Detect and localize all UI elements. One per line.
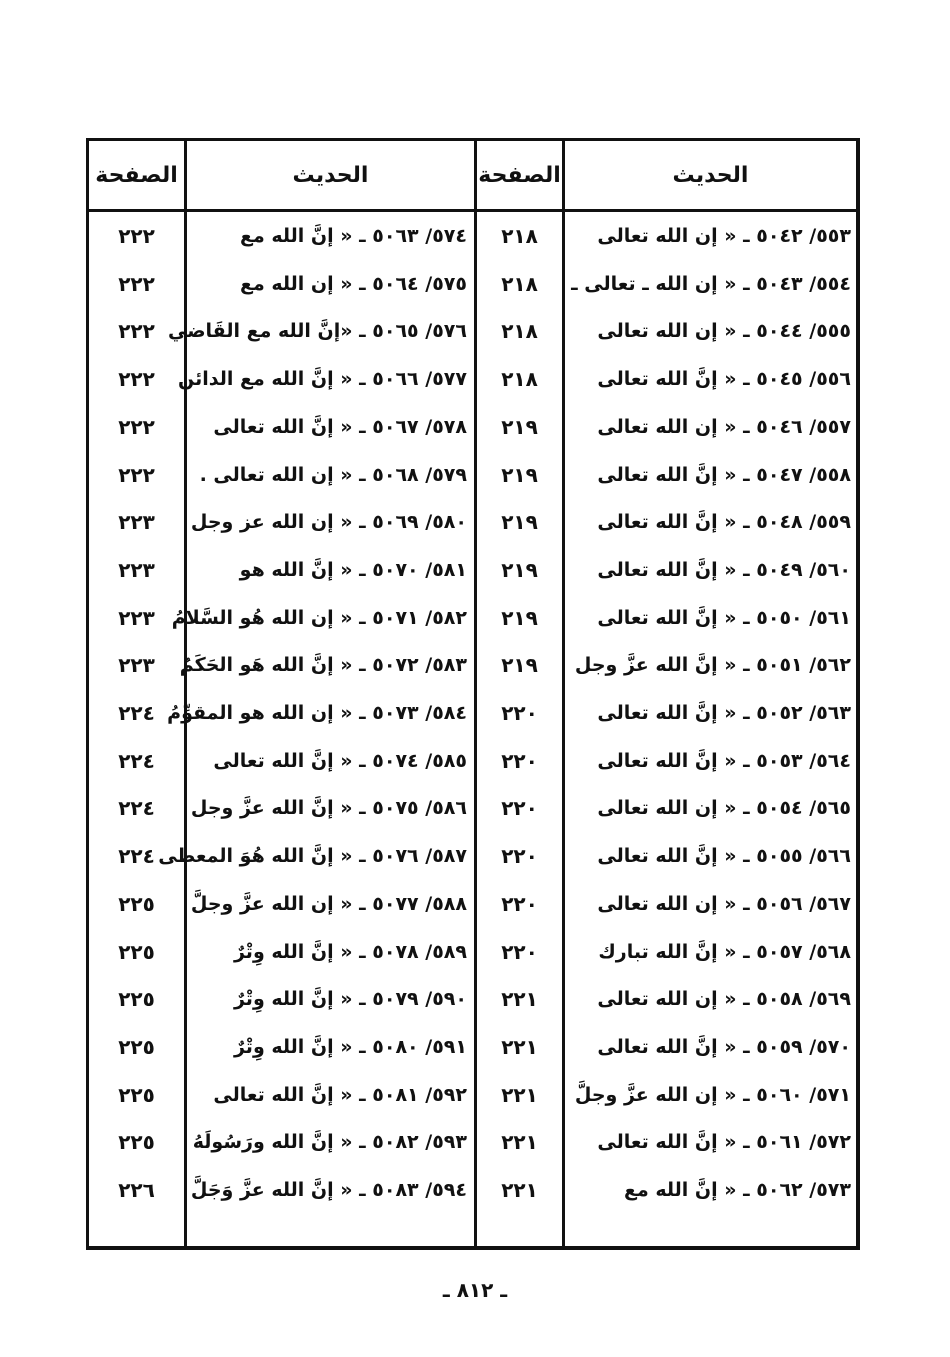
hadith-entry: ٥٧٢/ ٥٠٦١ ـ « إنَّ الله تعالى xyxy=(597,1131,851,1153)
page-ref: ٢٢١ xyxy=(501,987,538,1011)
hadith-entry: ٥٧٠/ ٥٠٥٩ ـ « إنَّ الله تعالى xyxy=(597,1036,851,1058)
hadith-entry: ٥٥٨/ ٥٠٤٧ ـ « إنَّ الله تعالى xyxy=(597,464,851,486)
page-ref: ٢٢٢ xyxy=(118,224,155,248)
page-ref: ٢٢٣ xyxy=(118,653,155,677)
page-ref: ٢٢٥ xyxy=(118,892,155,916)
page-ref: ٢٢٣ xyxy=(118,606,155,630)
hadith-entry: ٥٦٦/ ٥٠٥٥ ـ « إنَّ الله تعالى xyxy=(597,845,851,867)
page-ref: ٢٢٠ xyxy=(501,749,538,773)
hadith-entry: ٥٥٦/ ٥٠٤٥ ـ « إنَّ الله تعالى xyxy=(597,368,851,390)
hadith-entry: ٥٦٩/ ٥٠٥٨ ـ « إن الله تعالى xyxy=(597,988,851,1010)
page-ref: ٢١٨ xyxy=(501,319,538,343)
hadith-entry: ٥٨٥/ ٥٠٧٤ ـ « إنَّ الله تعالى xyxy=(213,750,467,772)
page-ref: ٢٢٦ xyxy=(118,1178,155,1202)
header-hadith-right: الحديث xyxy=(672,162,749,188)
page-ref: ٢١٩ xyxy=(501,653,538,677)
page-ref: ٢٢١ xyxy=(501,1035,538,1059)
hadith-entry: ٥٨٩/ ٥٠٧٨ ـ « إنَّ الله وِتْرٌ xyxy=(233,941,467,963)
hadith-entry: ٥٩٢/ ٥٠٨١ ـ « إنَّ الله تعالى xyxy=(213,1084,467,1106)
hadith-entry: ٥٧٣/ ٥٠٦٢ ـ « إنَّ الله مع xyxy=(624,1179,851,1201)
page-ref: ٢٢٤ xyxy=(118,844,155,868)
page-ref: ٢٢٠ xyxy=(501,940,538,964)
hadith-entry: ٥٧٤/ ٥٠٦٣ ـ « إنَّ الله مع xyxy=(240,225,467,247)
header-page-left: الصفحة xyxy=(95,162,178,188)
header-divider xyxy=(89,209,856,212)
hadith-entry: ٥٧٦/ ٥٠٦٥ ـ «إنَّ الله مع القَاضي xyxy=(167,320,467,342)
hadith-entry: ٥٨٣/ ٥٠٧٢ ـ « إنَّ الله هَو الحَكَمُ xyxy=(179,654,467,676)
hadith-entry: ٥٥٥/ ٥٠٤٤ ـ « إن الله تعالى xyxy=(597,320,851,342)
page-ref: ٢٢٠ xyxy=(501,892,538,916)
page-ref: ٢٢٥ xyxy=(118,940,155,964)
hadith-entry: ٥٧٩/ ٥٠٦٨ ـ « إن الله تعالى . xyxy=(199,464,467,486)
page-ref: ٢١٩ xyxy=(501,463,538,487)
hadith-entry: ٥٦٠/ ٥٠٤٩ ـ « إنَّ الله تعالى xyxy=(597,559,851,581)
page-ref: ٢٢٢ xyxy=(118,367,155,391)
header-hadith-left: الحديث xyxy=(292,162,369,188)
page-ref: ٢٢٥ xyxy=(118,1083,155,1107)
index-table xyxy=(86,138,860,1250)
hadith-entry: ٥٨٤/ ٥٠٧٣ ـ « إن الله هو المقوِّمُ xyxy=(167,702,467,724)
hadith-entry: ٥٩٠/ ٥٠٧٩ ـ « إنَّ الله وِتْرٌ xyxy=(233,988,467,1010)
page-ref: ٢٢٠ xyxy=(501,701,538,725)
page-ref: ٢١٨ xyxy=(501,367,538,391)
page-ref: ٢٢٤ xyxy=(118,701,155,725)
page-ref: ٢٢٠ xyxy=(501,844,538,868)
page-ref: ٢٢٢ xyxy=(118,463,155,487)
hadith-entry: ٥٦٥/ ٥٠٥٤ ـ « إن الله تعالى xyxy=(597,797,851,819)
page-ref: ٢٢٥ xyxy=(118,987,155,1011)
page-ref: ٢٢٤ xyxy=(118,749,155,773)
hadith-entry: ٥٩٤/ ٥٠٨٣ ـ « إنَّ الله عزَّ وَجَلَّ xyxy=(190,1179,467,1201)
page-number: ـ ٨١٢ ـ xyxy=(442,1278,508,1302)
divider-left-page xyxy=(184,141,187,1246)
page-ref: ٢١٩ xyxy=(501,606,538,630)
page-ref: ٢١٨ xyxy=(501,224,538,248)
hadith-entry: ٥٨٠/ ٥٠٦٩ ـ « إن الله عز وجل xyxy=(190,511,467,533)
divider-right-page xyxy=(562,141,565,1246)
page-ref: ٢٢٥ xyxy=(118,1035,155,1059)
hadith-entry: ٥٨٨/ ٥٠٧٧ ـ « إن الله عزَّ وجلَّ xyxy=(190,893,467,915)
header-page-right: الصفحة xyxy=(478,162,561,188)
page-ref: ٢٢١ xyxy=(501,1130,538,1154)
hadith-entry: ٥٥٣/ ٥٠٤٢ ـ « إن الله تعالى xyxy=(597,225,851,247)
page-ref: ٢١٨ xyxy=(501,272,538,296)
hadith-entry: ٥٦٧/ ٥٠٥٦ ـ « إن الله تعالى xyxy=(597,893,851,915)
page-ref: ٢٢٢ xyxy=(118,319,155,343)
hadith-entry: ٥٧٨/ ٥٠٦٧ ـ « إنَّ الله تعالى xyxy=(213,416,467,438)
hadith-entry: ٥٦٢/ ٥٠٥١ ـ « إنَّ الله عزَّ وجل xyxy=(574,654,851,676)
hadith-entry: ٥٥٩/ ٥٠٤٨ ـ « إنَّ الله تعالى xyxy=(597,511,851,533)
hadith-entry: ٥٥٤/ ٥٠٤٣ ـ « إن الله ـ تعالى ـ xyxy=(571,273,851,295)
hadith-entry: ٥٦٤/ ٥٠٥٣ ـ « إنَّ الله تعالى xyxy=(597,750,851,772)
hadith-entry: ٥٦٨/ ٥٠٥٧ ـ « إنَّ الله تبارك xyxy=(598,941,851,963)
page-ref: ٢١٩ xyxy=(501,510,538,534)
hadith-entry: ٥٥٧/ ٥٠٤٦ ـ « إن الله تعالى xyxy=(597,416,851,438)
page-ref: ٢٢٣ xyxy=(118,558,155,582)
hadith-entry: ٥٦٣/ ٥٠٥٢ ـ « إنَّ الله تعالى xyxy=(597,702,851,724)
hadith-entry: ٥٩١/ ٥٠٨٠ ـ « إنَّ الله وِتْرٌ xyxy=(233,1036,467,1058)
page-ref: ٢٢١ xyxy=(501,1178,538,1202)
page-ref: ٢١٩ xyxy=(501,415,538,439)
hadith-entry: ٥٨٦/ ٥٠٧٥ ـ « إنَّ الله عزَّ وجل xyxy=(190,797,467,819)
hadith-entry: ٥٧١/ ٥٠٦٠ ـ « إن الله عزَّ وجلَّ xyxy=(574,1084,851,1106)
page-ref: ٢٢٤ xyxy=(118,796,155,820)
page-ref: ٢٢٣ xyxy=(118,510,155,534)
hadith-entry: ٥٨٧/ ٥٠٧٦ ـ « إنَّ الله هُوَ المعطى xyxy=(158,845,467,867)
hadith-entry: ٥٨١/ ٥٠٧٠ ـ « إنَّ الله هو xyxy=(239,559,467,581)
page-ref: ٢٢٢ xyxy=(118,272,155,296)
page-ref: ٢٢٥ xyxy=(118,1130,155,1154)
page-ref: ٢٢٠ xyxy=(501,796,538,820)
hadith-entry: ٥٦١/ ٥٠٥٠ ـ « إنَّ الله تعالى xyxy=(597,607,851,629)
hadith-entry: ٥٧٥/ ٥٠٦٤ ـ « إن الله مع xyxy=(240,273,467,295)
hadith-entry: ٥٩٣/ ٥٠٨٢ ـ « إنَّ الله ورَسُولَهُ xyxy=(192,1131,467,1153)
page-ref: ٢٢١ xyxy=(501,1083,538,1107)
hadith-entry: ٥٧٧/ ٥٠٦٦ ـ « إنَّ الله مع الدائن xyxy=(178,368,467,390)
page-ref: ٢٢٢ xyxy=(118,415,155,439)
page-ref: ٢١٩ xyxy=(501,558,538,582)
hadith-entry: ٥٨٢/ ٥٠٧١ ـ « إن الله هُو السَّلامُ xyxy=(171,607,467,629)
